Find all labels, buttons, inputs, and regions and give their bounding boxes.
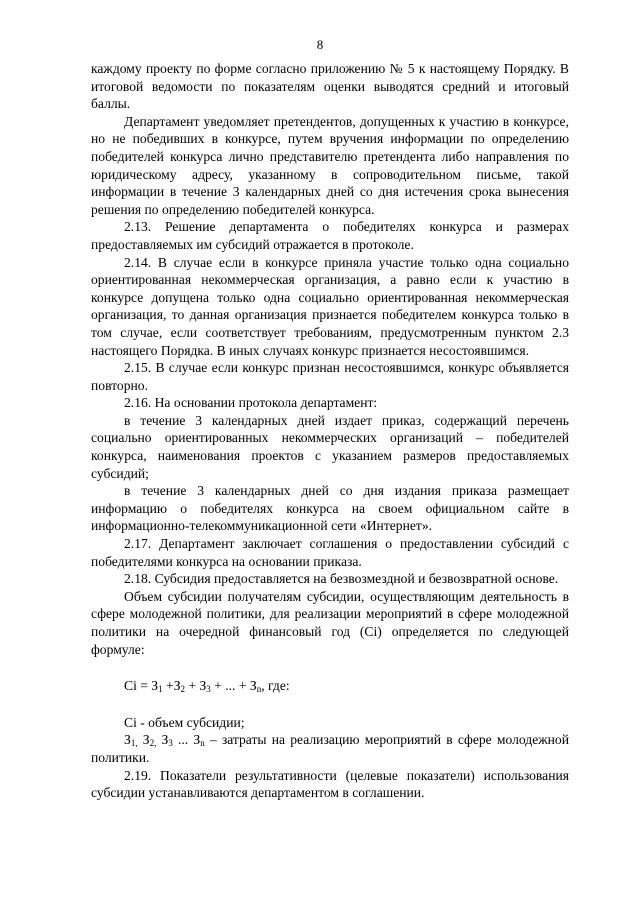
paragraph-2-16: 2.16. На основании протокола департамент: [124,395,378,411]
formula-sub-3: 3 [206,684,211,695]
formula-term-n: + ... + З [210,678,257,694]
paragraph-scoring-sheet: каждому проекту по форме согласно приложению № 5 к настоящему Порядку. В итоговой ведомости по показателям оценки выводятся средний и итоговый баллы. [91,61,569,112]
paragraph-cost-definition [91,731,569,766]
paragraph-subsidy-volume: Объем субсидии получателям субсидии, осуществляющим деятельность в сфере молодежной политики, для реализации мероприятий в сфере молодежной политики на очередной финансовый год (Ci) определяется по следующей формуле: [91,588,569,657]
paragraph-notification: Департамент уведомляет претендентов, допущенных к участию в конкурсе, но не победивших в конкурсе, путем вручения информации по определению победителей конкурса лично представителю претендента либо направления по юридическому адресу, указанному в сопроводительном письме, такой информации в течение 3 календарных дней со дня истечения срока вынесения решения по определению победителей конкурса. [91,113,569,217]
page-number: 8 [316,37,324,52]
paragraph-2-18: 2.18. Субсидия предоставляется на безвозмездной и безвозвратной основе. [124,571,559,587]
paragraph-ci-definition: Ci - объем субсидии; [124,714,245,730]
formula-term-3: + З [185,678,207,694]
paragraph-order-issue: в течение 3 календарных дней издает приказ, содержащий перечень социально ориентированных некоммерческих организаций – победителей конкурса, наименования проектов с указанием размеров предоставляемых субсидий; [91,412,569,481]
cost-z3: З [156,732,169,748]
formula-sub-n: n [256,684,262,695]
cost-z3-sub: 3 [168,738,173,749]
paragraph-2-13: 2.13. Решение департамента о победителях конкурса и размерах предоставляемых им субсидий отражается в протоколе. [91,219,569,252]
formula-sub-1: 1 [158,684,163,695]
formula-tail: , где: [261,678,290,694]
paragraph-2-14: 2.14. В случае если в конкурсе приняла участие только одна социально ориентированная некоммерческая организация, а равно если к участию в конкурсе допущена только одна социально ориентированная некоммерческая организация, то данная организация признается победителем конкурса только в том случае, если соответствует требованиям, предусмотренным пунктом 2.3 настоящего Порядка. В иных случаях конкурс признается несостоявшимся. [91,254,569,358]
cost-z2-sub: 2, [149,738,157,749]
paragraph-publication: в течение 3 календарных дней со дня издания приказа размещает информацию о победителях конкурса на своем официальном сайте в информационно-телекоммуникационной сети «Интернет». [91,483,569,534]
paragraph-2-19: 2.19. Показатели результативности (целевые показатели) использования субсидии устанавливаются департаментом в соглашении. [91,767,569,801]
cost-z2: З [137,732,150,748]
formula-term-2: +З [162,678,181,694]
cost-description: – затраты на реализацию мероприятий в сфере молодежной политики. [91,732,569,765]
paragraph-2-15: 2.15. В случае если конкурс признан несостоявшимся, конкурс объявляется повторно. [91,360,569,393]
paragraph-2-17: 2.17. Департамент заключает соглашения о предоставлении субсидий с победителями конкурса на основании приказа. [91,536,569,569]
cost-z1: З [124,732,131,748]
subsidy-formula [91,677,569,695]
cost-z1-sub: 1, [130,738,138,749]
cost-dots: ... З [172,732,201,748]
formula-sub-2: 2 [180,684,185,695]
cost-zn-sub: n [200,738,205,749]
formula-lhs: Ci = З [124,678,159,694]
document-body [91,60,569,802]
